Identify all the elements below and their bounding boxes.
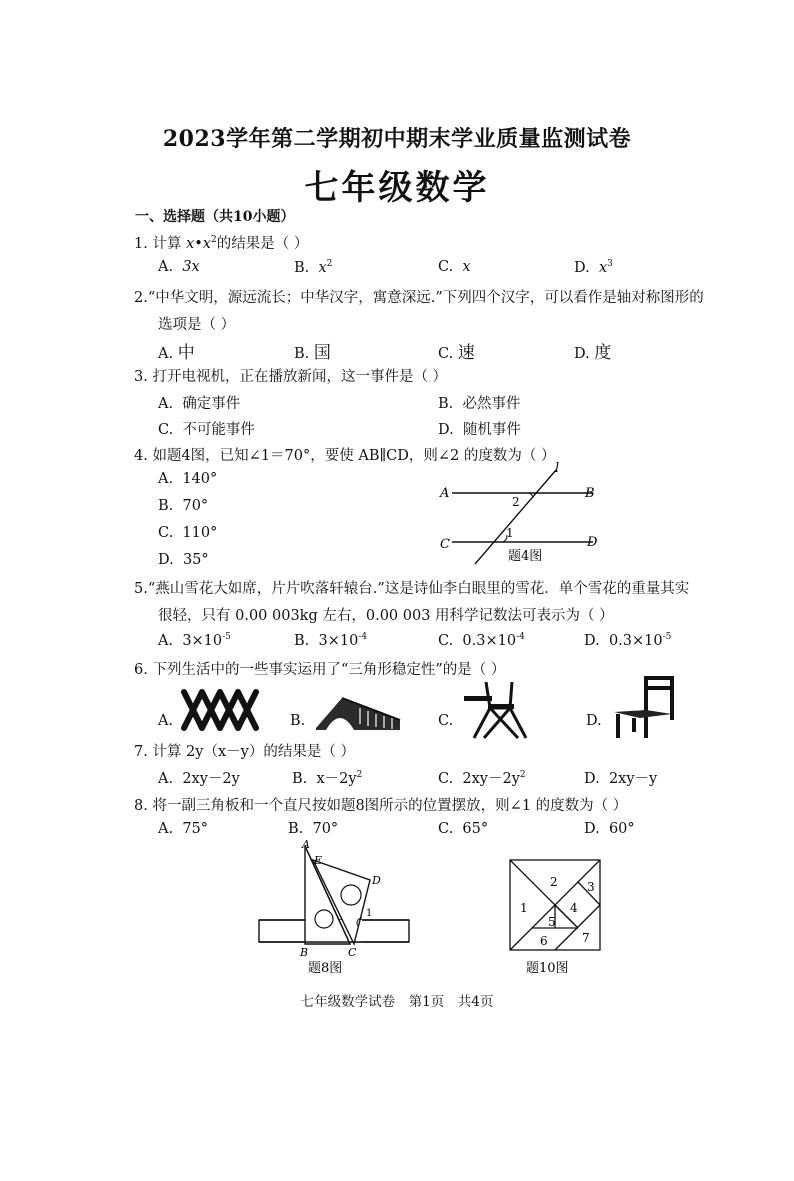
question-5-line2: 很轻，只有 0.00 003kg 左右，0.00 003 用科学记数法可表示为（ ） [158,608,614,624]
lattice-gate-image [178,684,263,736]
option-label: B. [438,396,454,412]
option-label: A. [158,396,174,412]
q6-option-d[interactable]: D. [586,713,602,729]
option-text: 2xy－2y [182,771,240,787]
q6-option-c[interactable]: C. [438,713,454,729]
question-text: 计算 [152,236,187,252]
figure-q4 [430,460,610,570]
question-text: 下列生活中的一些事实运用了“三角形稳定性”的是（ ） [152,662,506,678]
exponent: -4 [516,632,525,642]
option-text: 3×10 [182,632,223,649]
figure-q10-tangram [500,856,610,980]
piece-7-label: 7 [582,931,590,945]
option-text: 0.3×10 [608,632,663,649]
piece-2-label: 2 [550,875,558,889]
option-text: 2xy－2y [462,771,520,787]
option-label: B. [294,346,310,362]
q8-option-d[interactable] [584,821,635,837]
option-label: A. [158,771,174,787]
q4-option-b[interactable] [158,498,208,514]
piece-1-label: 1 [520,901,528,915]
q6-option-a[interactable]: A. [158,713,174,729]
piece-4-label: 4 [570,901,578,915]
question-1 [134,232,308,253]
label-d: D [372,874,381,887]
label-b: B [585,486,595,501]
label-angle-1: 1 [506,526,514,540]
exam-title: 2023学年第二学期初中期末学业质量监测试卷 [162,126,632,152]
section-heading: 一、选择题（共10小题） [135,209,295,225]
question-text: 的结果是（ ） [216,236,309,252]
label-b: B [300,946,309,959]
option-label: A. [158,471,174,487]
option-label: A. [158,346,174,362]
option-label: A. [158,821,174,837]
option-label: C. [438,632,454,649]
question-text: “中华文明，源远流长；中华汉字，寓意深远.”下列四个汉字，可以看作是轴对称图形的 [147,290,704,306]
label-c: C [440,537,450,552]
option-label: D. [584,771,600,787]
option-text: 速 [457,343,475,363]
option-text: 110° [182,525,218,541]
question-text: 打开电视机，正在播放新闻，这一事件是（ ） [152,369,448,385]
option-text: 确定事件 [182,396,241,412]
question-7 [134,740,355,761]
exponent: -5 [662,632,672,642]
exponent: 2 [210,235,217,246]
q2-option-a[interactable] [158,338,195,363]
question-number: 8. [134,798,148,814]
option-text: 必然事件 [462,396,521,412]
option-text: 度 [594,343,612,363]
option-label: B. [288,821,304,837]
option-text: 140° [182,471,218,487]
math-expression: x•x [186,236,211,252]
option-text: 2xy－y [608,771,658,787]
option-text: x－2y [316,771,357,787]
option-label: D. [438,422,454,438]
option-text: 0.3×10 [462,632,517,649]
option-label: B. [294,259,310,276]
option-text: 65° [462,821,489,837]
option-text: 不可能事件 [182,422,255,438]
option-text: 35° [182,552,209,568]
piece-6-label: 6 [540,934,548,948]
question-2-line2: 选项是（ ） [158,317,236,333]
q3-option-d[interactable] [438,418,521,439]
exponent: 2 [519,770,526,781]
option-text: x [318,259,327,276]
option-label: B. [158,498,174,514]
option-text: 70° [182,498,209,514]
q4-option-c[interactable] [158,525,217,541]
question-3 [134,365,447,386]
option-label: D. [574,346,590,362]
option-label: C. [438,346,454,362]
option-text: 中 [177,343,195,363]
q1-option-c[interactable] [438,259,471,275]
label-e: E [314,854,323,867]
option-label: C. [438,771,454,787]
q4-option-d[interactable] [158,552,209,568]
q4-option-a[interactable] [158,471,217,487]
piece-5-label: 5 [548,915,556,929]
chair-image [610,672,680,742]
option-label: C. [438,821,454,837]
question-5 [134,577,689,598]
exam-subtitle: 七年级数学 [304,168,490,208]
label-angle-2: 2 [512,495,520,509]
figure-caption: 题4图 [508,549,543,564]
label-d: D [587,535,598,550]
question-6 [134,658,505,679]
question-text: 如题4图，已知∠1＝70°，要使 AB∥CD，则∠2 的度数为（ ） [152,448,556,464]
q1-option-d[interactable] [574,259,613,276]
option-text: 3×10 [318,632,359,649]
option-label: A. [158,632,174,649]
q8-option-b[interactable] [288,821,338,837]
label-angle-1: 1 [366,908,373,919]
q7-option-b[interactable] [292,767,362,788]
q3-option-a[interactable] [158,392,240,413]
q8-option-c[interactable] [438,821,488,837]
question-8 [134,794,627,815]
q5-option-a[interactable] [158,632,231,649]
figure-caption: 题10图 [526,961,569,976]
question-text: 将一副三角板和一个直尺按如题8图所示的位置摆放，则∠1 的度数为（ ） [152,798,628,814]
question-number: 6. [134,662,148,678]
exponent: 3 [607,259,613,269]
option-label: D. [584,632,600,649]
option-label: D. [584,821,600,837]
option-text: x [462,259,471,275]
page-footer: 七年级数学试卷 第1页 共4页 [300,994,494,1010]
question-number: 1. [134,236,148,252]
bridge-image [312,686,404,736]
question-number: 5. [134,581,148,597]
question-text: “燕山雪花大如席，片片吹落轩辕台.”这是诗仙李白眼里的雪花．单个雪花的重量其实 [147,581,690,597]
label-a: A [302,838,310,851]
angle-2-arc [529,493,533,498]
q8-option-a[interactable] [158,821,208,837]
high-chair-image [460,678,538,740]
q5-option-d[interactable] [584,632,671,649]
option-label: C. [158,422,174,438]
piece-3-label: 3 [587,880,595,894]
q2-option-c[interactable] [438,338,475,363]
label-l: l [555,461,560,476]
q1-option-a[interactable] [158,259,200,275]
question-number: 3. [134,369,148,385]
q5-option-b[interactable] [294,632,367,649]
q3-option-b[interactable] [438,392,520,413]
option-text: 3x [182,259,200,275]
option-text: 国 [313,343,331,363]
q3-option-c[interactable] [158,418,255,439]
q5-option-c[interactable] [438,632,525,649]
option-label: A. [158,259,174,275]
option-label: C. [158,525,174,541]
q7-option-c[interactable] [438,767,526,788]
question-number: 4. [134,448,148,464]
q2-option-b[interactable] [294,338,331,363]
label-c: C [348,946,357,959]
question-text: 计算 2y（x－y）的结果是（ ） [152,744,355,760]
q6-option-b[interactable]: B. [290,713,306,729]
exponent: 2 [326,259,333,269]
option-label: D. [574,259,590,276]
question-2 [134,286,704,307]
label-a: A [440,486,450,501]
q7-option-a[interactable] [158,767,240,788]
option-text: 60° [608,821,635,837]
option-label: D. [158,552,174,568]
q2-option-d[interactable] [574,338,611,363]
exponent: -5 [222,632,231,642]
option-text: 70° [312,821,339,837]
figure-caption: 题8图 [308,961,343,976]
exponent: -4 [358,632,368,642]
option-text: x [598,259,608,276]
question-number: 7. [134,744,148,760]
figure-q8 [250,836,420,978]
option-text: 75° [182,821,209,837]
option-text: 随机事件 [462,422,521,438]
option-label: B. [294,632,310,649]
question-number: 2. [134,290,148,306]
exponent: 2 [356,770,363,781]
q7-option-d[interactable] [584,767,657,788]
option-label: B. [292,771,308,787]
q1-option-b[interactable] [294,259,332,276]
option-label: C. [438,259,454,275]
